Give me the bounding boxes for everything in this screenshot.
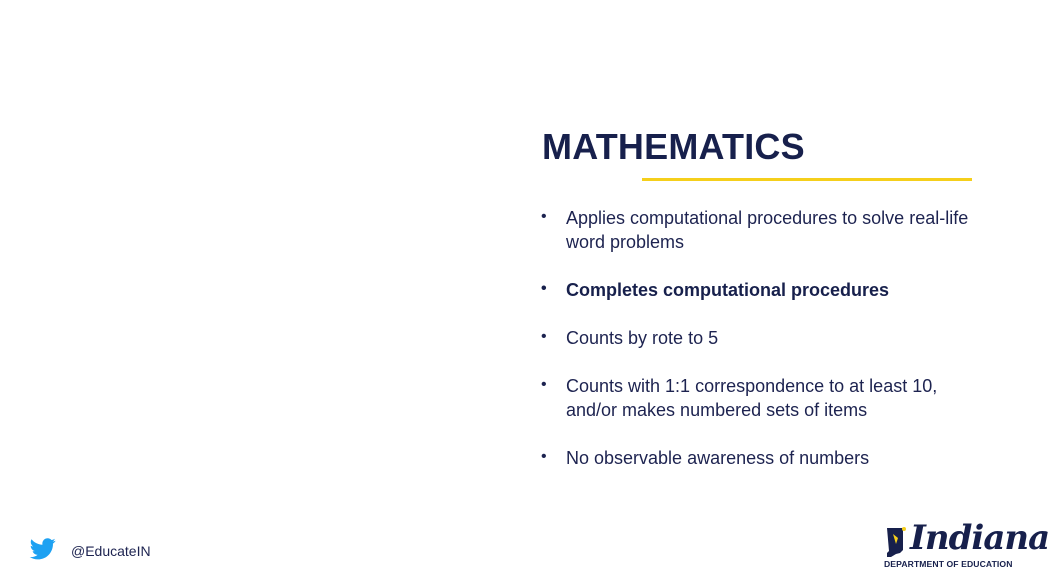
indiana-doe-logo [884, 518, 1049, 570]
twitter-bird-icon [30, 538, 56, 565]
bullet-item [540, 278, 980, 302]
slide-title: MATHEMATICS [542, 126, 805, 167]
social-handle[interactable] [30, 538, 151, 564]
bullet-text: Counts with 1:1 correspondence to at least 10, and/or makes numbered sets of items [566, 376, 938, 420]
bullet-item [540, 446, 980, 470]
logo-subtitle: DEPARTMENT OF EDUCATION [884, 559, 1013, 569]
bullet-dot: • [541, 376, 547, 393]
bullet-text: Completes computational procedures [566, 280, 890, 300]
logo-wordmark: Indiana [910, 518, 1049, 558]
bullet-dot: • [541, 280, 547, 297]
bullet-item [540, 206, 980, 254]
title-underline [642, 178, 972, 181]
bullet-dot: • [541, 208, 547, 225]
twitter-handle: @EducateIN [71, 543, 151, 559]
bullet-text: No observable awareness of numbers [566, 448, 870, 468]
bullet-item [540, 326, 980, 350]
bullet-list [540, 206, 980, 494]
bullet-item [540, 374, 980, 422]
bullet-text: Applies computational procedures to solve real-life word problems [566, 208, 969, 252]
indiana-state-icon [884, 526, 908, 558]
bullet-text: Counts by rote to 5 [566, 328, 719, 348]
bullet-dot: • [541, 448, 547, 465]
bullet-dot: • [541, 328, 547, 345]
